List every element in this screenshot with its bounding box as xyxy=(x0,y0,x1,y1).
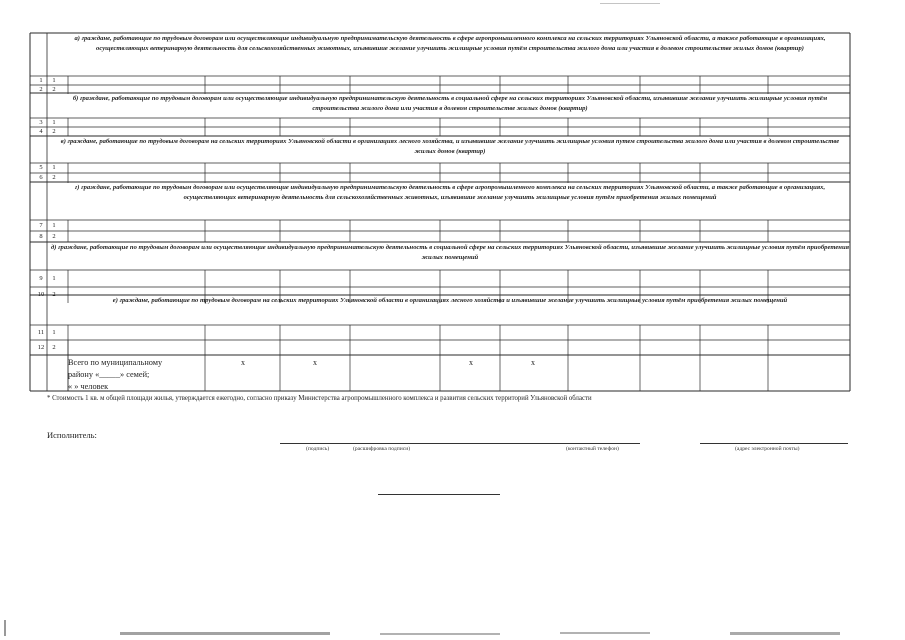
section-title: г) граждане, работающие по трудовым договорам или осуществляющие индивидуальную предпринимательскую деятельность в сфере агропромышленного комплекса на сельских территориях Ульяновской области, а также работающие в организациях, осуществляющих ветеринарную деятельность для сельскохозяйственных животных, изъявившие желание улучшить жилищные условия путём приобретения жилых помещений xyxy=(74,184,826,201)
scan-artifact xyxy=(560,632,650,634)
row-sub-number: 2 xyxy=(52,127,56,135)
total-x-mark: x xyxy=(469,358,473,367)
footnote: * Стоимость 1 кв. м общей площади жилья, утверждается ежегодно, согласно приказу Министерства агропромышленного комплекса и развития сельских территорий Ульяновской области xyxy=(47,395,592,402)
email-line xyxy=(700,443,848,444)
section-title: а) граждане, работающие по трудовым договорам или осуществляющие индивидуальную предпринимательскую деятельность в сфере агропромышленного комплекса на сельских территориях Ульяновской области, а также работающие в организациях, осуществляющих ветеринарную деятельность для сельскохозяйственных животных, изъявившие желание улучшить жилищные условия путём строительства жилого дома или участия в долевом строительстве жилых домов (квартир) xyxy=(74,35,826,52)
section-title: е) граждане, работающие по трудовым договорам на сельских территориях Ульяновской области в организациях лесного хозяйства и изъявившие желание улучшить жилищные условия путём приобретения жилых помещений xyxy=(112,297,788,304)
scan-artifact xyxy=(380,633,500,635)
executor-label: Исполнитель: xyxy=(47,430,97,440)
scan-artifact xyxy=(730,632,840,635)
row-sub-number: 1 xyxy=(52,164,56,171)
section-title: в) граждане, работающие по трудовым договорам на сельских территориях Ульяновской области в организациях лесного хозяйства, и изъявившие желание улучшить жилищные условия путем строительства жилого дома или участия в долевом строительстве жилых домов (квартир) xyxy=(60,138,840,155)
row-number: 1 xyxy=(39,76,43,84)
total-label-line1: Всего по муниципальному xyxy=(68,358,163,367)
caption-email: (адрес электронной почты) xyxy=(735,446,800,452)
row-sub-number: 1 xyxy=(52,274,56,282)
row-number: 11 xyxy=(37,328,45,336)
row-sub-number: 1 xyxy=(52,328,56,336)
row-sub-number: 1 xyxy=(52,221,56,229)
row-number: 3 xyxy=(39,118,43,126)
total-families-line: району «_____» семей; xyxy=(68,370,150,379)
row-number: 6 xyxy=(39,174,43,181)
caption-signature: (подпись) xyxy=(306,446,330,452)
total-persons-line: « » человек xyxy=(68,382,109,391)
row-sub-number: 2 xyxy=(52,343,56,351)
row-sub-number: 2 xyxy=(52,85,56,93)
row-sub-number: 1 xyxy=(52,76,56,84)
scan-artifact xyxy=(4,620,6,636)
total-x-mark: x xyxy=(241,358,245,367)
row-sub-number: 2 xyxy=(52,174,56,181)
total-row-label xyxy=(68,357,206,393)
row-number: 7 xyxy=(39,221,43,229)
row-number: 5 xyxy=(39,164,43,171)
row-number: 4 xyxy=(39,127,43,135)
caption-phone: (контактный телефон) xyxy=(566,446,619,452)
date-line xyxy=(378,494,500,495)
scan-artifact xyxy=(120,632,330,635)
row-number: 2 xyxy=(39,85,43,93)
total-x-mark: x xyxy=(531,358,535,367)
scan-artifact xyxy=(600,3,660,4)
section-title: б) граждане, работающие по трудовым договорам или осуществляющие индивидуальную предпринимательскую деятельность в социальной сфере на сельских территориях Ульяновской области, изъявившие желание улучшить жилищные условия путём строительства жилого дома или участия в долевом строительстве жилых домов (квартир) xyxy=(72,95,828,112)
signature-line xyxy=(280,443,640,444)
row-sub-number: 1 xyxy=(52,118,56,126)
row-number: 12 xyxy=(37,343,45,351)
total-x-mark: x xyxy=(313,358,317,367)
caption-decoding: (расшифровка подписи) xyxy=(353,446,411,452)
section-title: д) граждане, работающие по трудовым договорам или осуществляющие индивидуальную предпринимательскую деятельность в социальной сфере на сельских территориях Ульяновской области, изъявившие желание улучшить жилищные условия путём приобретения жилых помещений xyxy=(50,244,850,261)
row-number: 10 xyxy=(37,291,45,298)
row-sub-number: 2 xyxy=(52,232,56,240)
row-number: 8 xyxy=(39,232,43,240)
row-number: 9 xyxy=(39,274,43,282)
row-sub-number: 2 xyxy=(52,291,56,298)
